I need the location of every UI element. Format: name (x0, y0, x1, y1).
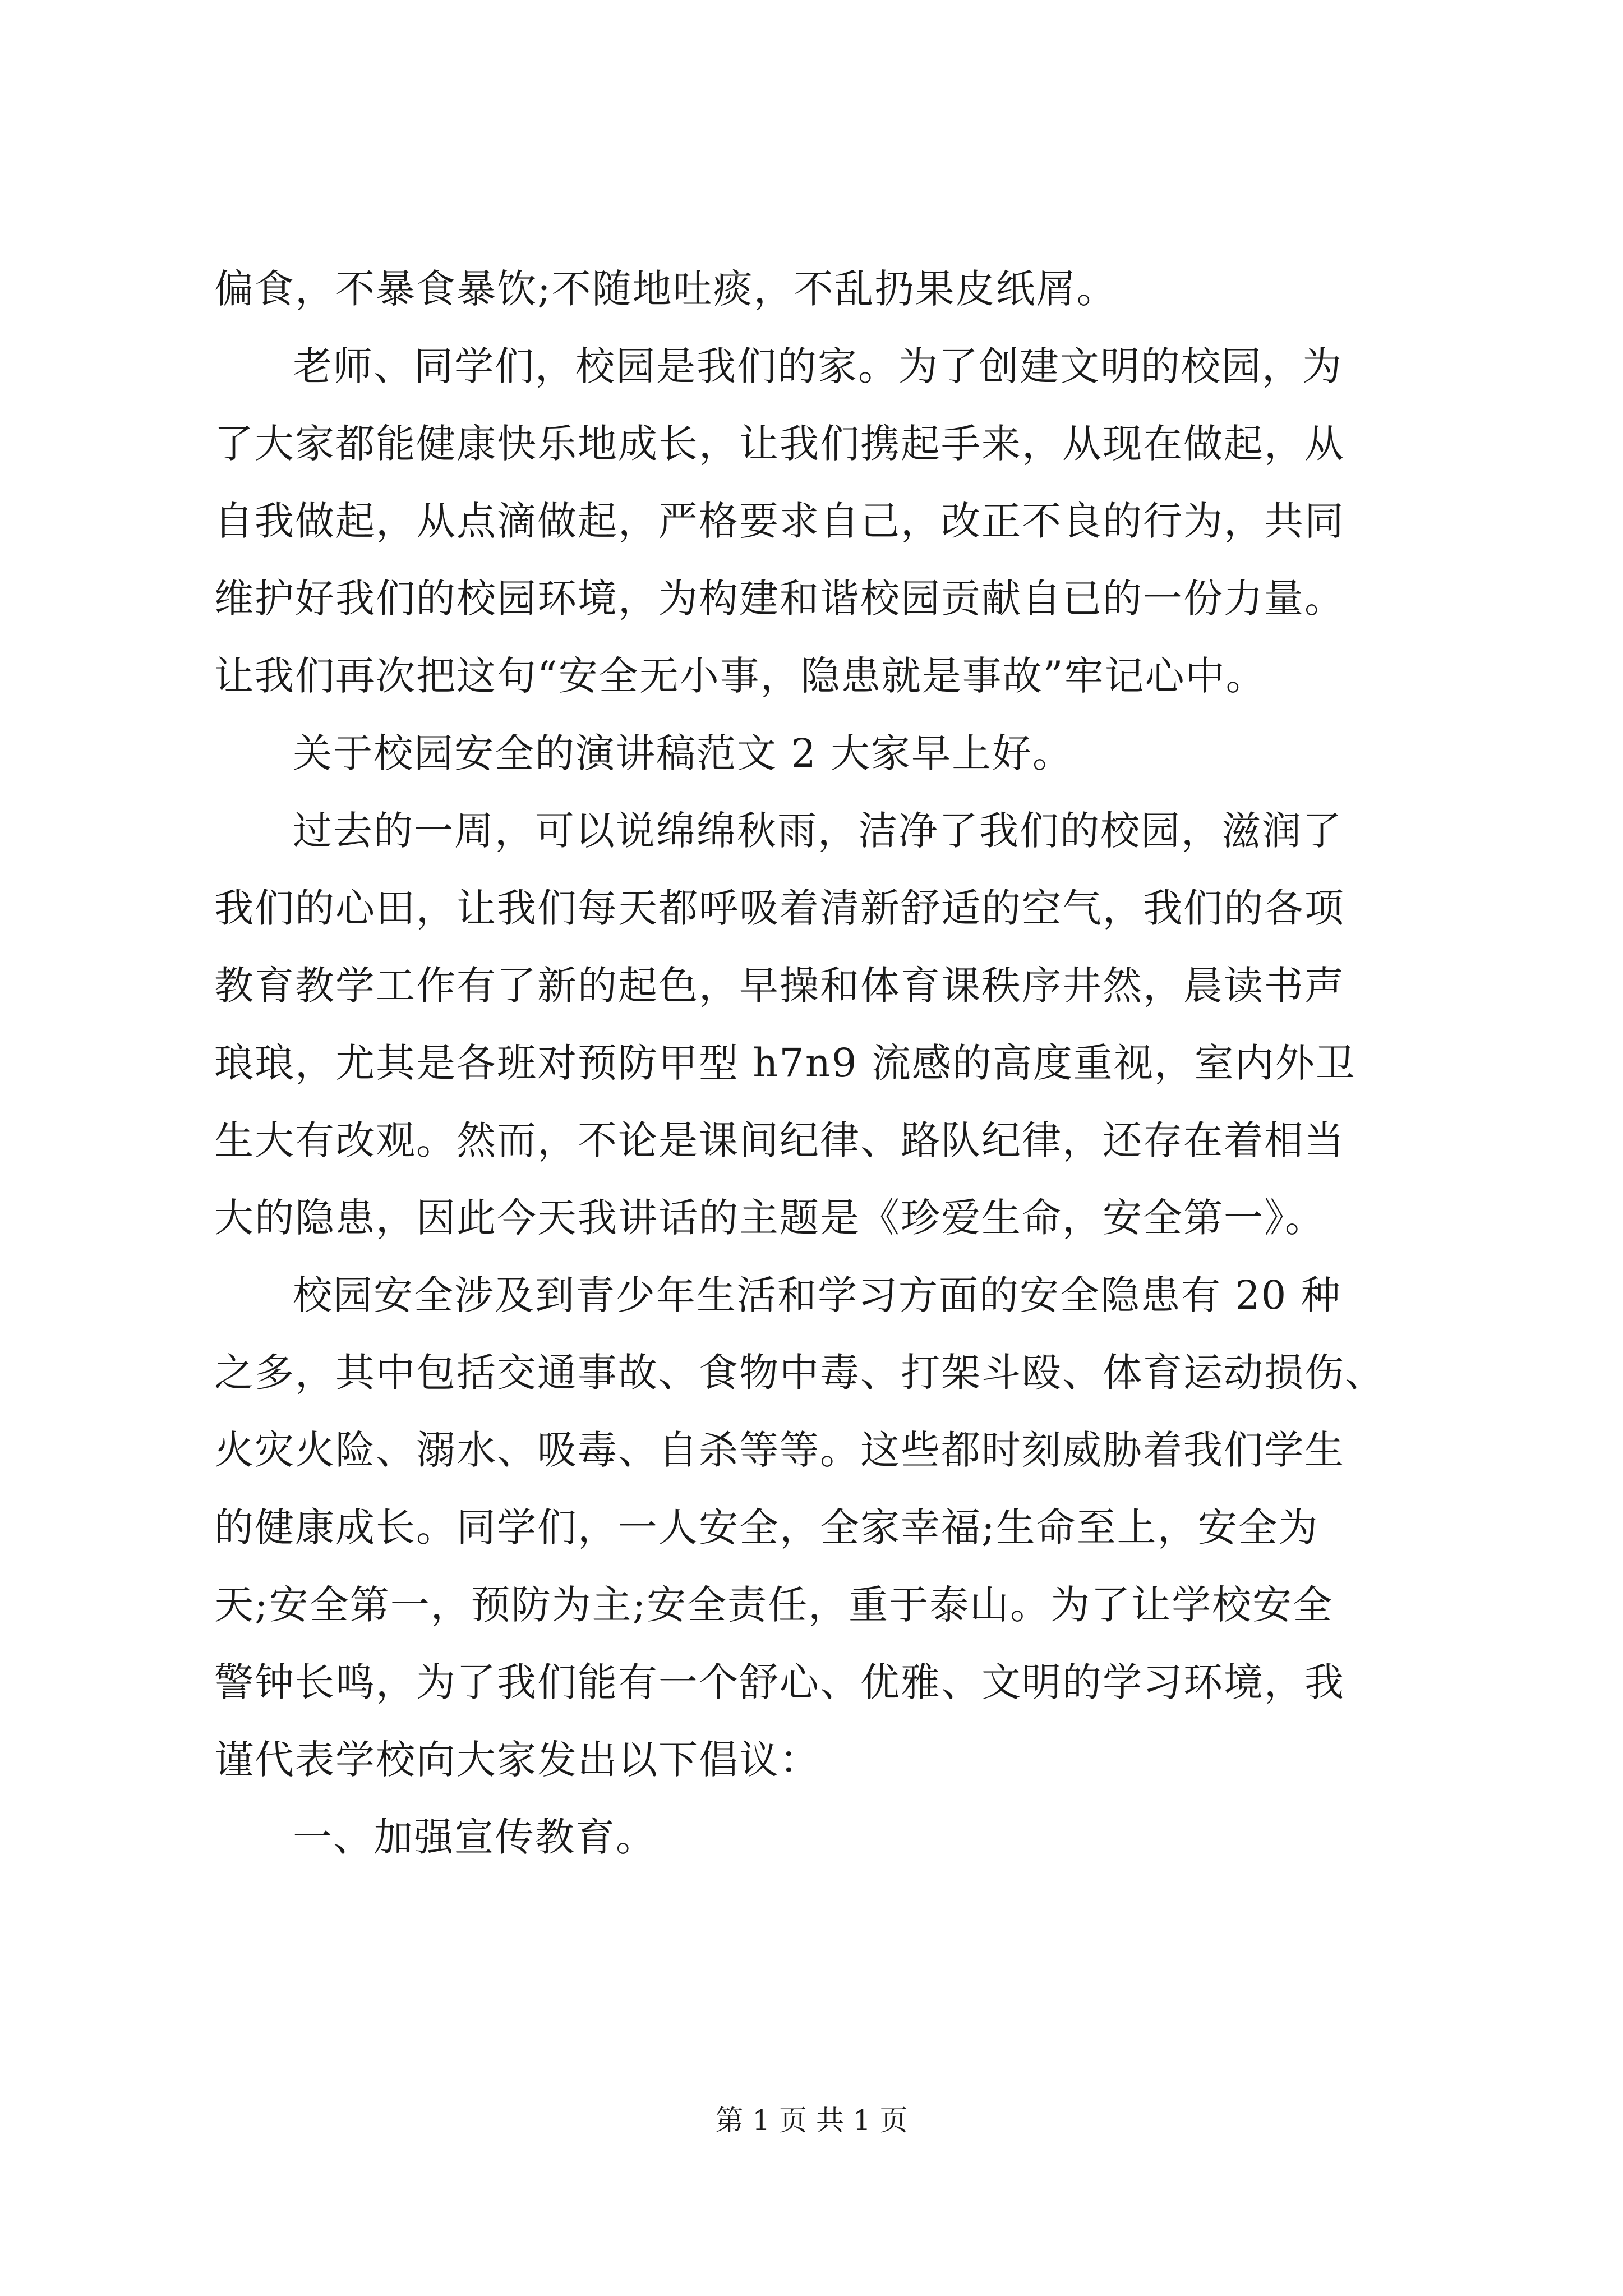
text-line: 琅琅，尤其是各班对预防甲型 h7n9 流感的高度重视，室内外卫 (214, 1040, 1356, 1086)
text-line: 警钟长鸣，为了我们能有一个舒心、优雅、文明的学习环境，我 (214, 1659, 1345, 1705)
text-line: 过去的一周，可以说绵绵秋雨，洁净了我们的校园，滋润了 (293, 808, 1343, 854)
text-line: 谨代表学校向大家发出以下倡议： (214, 1737, 820, 1783)
text-line: 火灾火险、溺水、吸毒、自杀等等。这些都时刻威胁着我们学生 (214, 1427, 1345, 1473)
text-line: 自我做起，从点滴做起，严格要求自己，改正不良的行为，共同 (214, 498, 1345, 544)
text-line: 偏食，不暴食暴饮;不随地吐痰，不乱扔果皮纸屑。 (214, 266, 1117, 312)
text-line: 老师、同学们，校园是我们的家。为了创建文明的校园，为 (293, 343, 1343, 389)
text-line: 生大有改观。然而，不论是课间纪律、路队纪律，还存在着相当 (214, 1117, 1345, 1163)
text-line: 关于校园安全的演讲稿范文 2 大家早上好。 (293, 730, 1073, 776)
text-line: 让我们再次把这句“安全无小事，隐患就是事故”牢记心中。 (214, 653, 1266, 699)
text-line: 教育教学工作有了新的起色，早操和体育课秩序井然，晨读书声 (214, 963, 1345, 1009)
page-footer: 第 1 页 共 1 页 (715, 2104, 908, 2137)
text-line: 校园安全涉及到青少年生活和学习方面的安全隐患有 20 种 (293, 1272, 1341, 1318)
text-line: 一、加强宣传教育。 (293, 1814, 656, 1860)
text-line: 天;安全第一，预防为主;安全责任，重于泰山。为了让学校安全 (214, 1582, 1334, 1628)
text-line: 的健康成长。同学们，一人安全，全家幸福;生命至上，安全为 (214, 1504, 1319, 1550)
text-line: 了大家都能健康快乐地成长，让我们携起手来，从现在做起，从 (214, 421, 1345, 467)
text-line: 维护好我们的校园环境，为构建和谐校园贡献自已的一份力量。 (214, 576, 1345, 622)
text-line: 我们的心田，让我们每天都呼吸着清新舒适的空气，我们的各项 (214, 885, 1345, 931)
text-line: 之多，其中包括交通事故、食物中毒、打架斗殴、体育运动损伤、 (214, 1350, 1385, 1396)
text-line: 大的隐患，因此今天我讲话的主题是《珍爱生命，安全第一》。 (214, 1195, 1325, 1241)
